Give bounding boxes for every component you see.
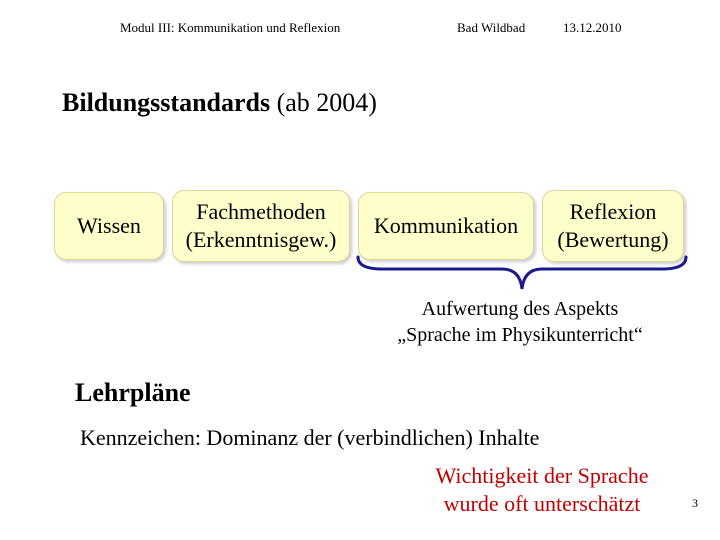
aufwertung-line2: „Sprache im Physikunterricht“ — [397, 324, 643, 346]
aufwertung-text — [360, 296, 680, 348]
header-date: 13.12.2010 — [563, 20, 622, 35]
box-kommunikation — [358, 192, 534, 260]
slide-title — [62, 88, 377, 118]
header-place: Bad Wildbad — [457, 20, 526, 35]
wichtigkeit-text — [400, 462, 684, 518]
box-reflexion-line1: Reflexion — [569, 199, 657, 224]
kennzeichen-text: Kennzeichen: Dominanz der (verbindlichen) Inhalte — [80, 425, 540, 450]
box-reflexion — [542, 190, 684, 262]
box-fachmethoden-line2: (Erkenntnisgew.) — [185, 227, 337, 252]
box-fachmethoden — [172, 190, 350, 262]
box-kommunikation-label: Kommunikation — [373, 213, 519, 238]
header-module: Modul III: Kommunikation und Reflexion — [120, 20, 341, 35]
lehrplaene-heading: Lehrpläne — [75, 378, 191, 407]
box-reflexion-line2: (Bewertung) — [557, 227, 669, 252]
aufwertung-line1: Aufwertung des Aspekts — [421, 298, 619, 320]
curly-brace — [352, 255, 692, 295]
box-wissen-label: Wissen — [77, 213, 141, 238]
title-bold: Bildungsstandards — [62, 88, 271, 117]
wichtigkeit-line2: wurde oft unterschätzt — [443, 491, 641, 516]
box-wissen — [54, 192, 164, 260]
box-fachmethoden-line1: Fachmethoden — [196, 199, 326, 224]
page-number: 3 — [692, 496, 698, 510]
wichtigkeit-line1: Wichtigkeit der Sprache — [435, 463, 649, 488]
title-rest: (ab 2004) — [270, 88, 377, 117]
